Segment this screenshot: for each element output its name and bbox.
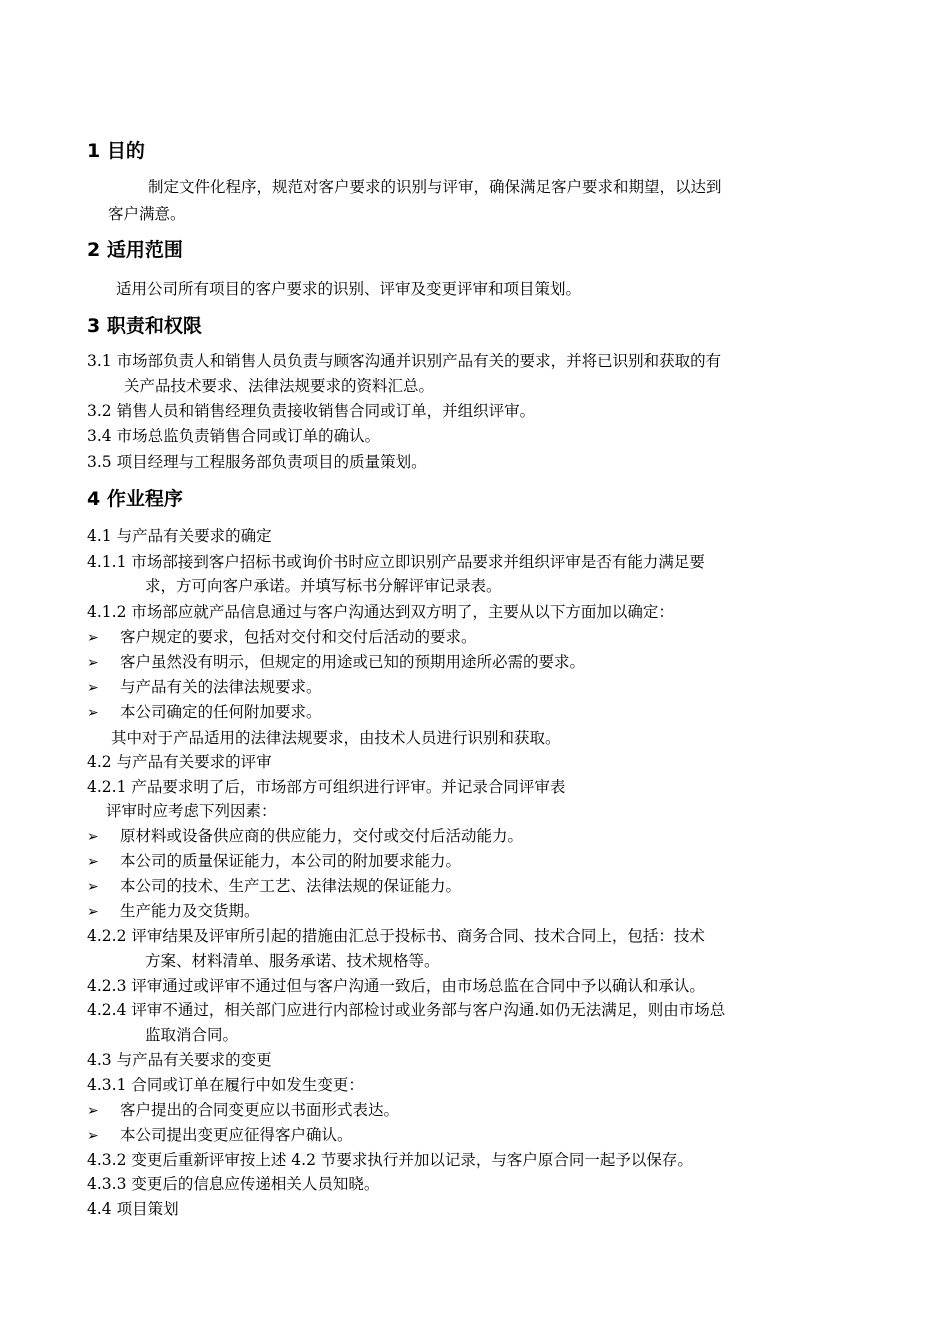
- item-4-4: 4.4 项目策划: [87, 1200, 179, 1218]
- list-item-text: 本公司的技术、生产工艺、法律法规的保证能力。: [120, 877, 462, 895]
- list-item: [87, 850, 461, 873]
- item-4-1-1-line-2: 求，方可向客户承诺。并填写标书分解评审记录表。: [145, 577, 502, 595]
- item-4-1-1-line-1: 4.1.1 市场部接到客户招标书或询价书时应立即识别产品要求并组织评审是否有能力满足要: [87, 553, 705, 571]
- section-1-heading: 1 目的: [87, 140, 145, 162]
- list-item-text: 本公司的质量保证能力，本公司的附加要求能力。: [120, 852, 462, 870]
- note-4-1-2: 其中对于产品适用的法律法规要求，由技术人员进行识别和获取。: [111, 729, 561, 747]
- arrow-bullet-icon: ➢: [87, 655, 99, 671]
- arrow-bullet-icon: ➢: [87, 904, 99, 920]
- section-1-paragraph-line-2: 客户满意。: [108, 205, 186, 223]
- item-4-2-2-line-2: 方案、材料清单、服务承诺、技术规格等。: [145, 952, 440, 970]
- item-3-1-line-1: 3.1 市场部负责人和销售人员负责与顾客沟通并识别产品有关的要求，并将已识别和获取的有: [87, 352, 722, 370]
- list-item: [87, 825, 523, 848]
- section-4-heading: 4 作业程序: [87, 488, 183, 510]
- list-item: [87, 875, 461, 898]
- list-item: [87, 900, 260, 923]
- list-item: [87, 676, 322, 699]
- list-item-text: 客户规定的要求，包括对交付和交付后活动的要求。: [120, 628, 477, 646]
- arrow-bullet-icon: ➢: [87, 630, 99, 646]
- list-item-text: 生产能力及交货期。: [120, 902, 260, 920]
- list-item-text: 本公司确定的任何附加要求。: [120, 703, 322, 721]
- section-3-heading: 3 职责和权限: [87, 315, 202, 337]
- arrow-bullet-icon: ➢: [87, 680, 99, 696]
- section-1-paragraph-line-1: 制定文件化程序，规范对客户要求的识别与评审，确保满足客户要求和期望，以达到: [148, 178, 722, 196]
- list-item: [87, 651, 585, 674]
- item-4-2-3: 4.2.3 评审通过或评审不通过但与客户沟通一致后，由市场总监在合同中予以确认和承认。: [87, 977, 705, 995]
- note-4-2-1: 评审时应考虑下列因素：: [106, 802, 277, 820]
- item-4-3-2: 4.3.2 变更后重新评审按上述 4.2 节要求执行并加以记录，与客户原合同一起予以保存。: [87, 1151, 693, 1169]
- item-4-2-4-line-1: 4.2.4 评审不通过，相关部门应进行内部检讨或业务部与客户沟通.如仍无法满足，则由市场总: [87, 1001, 726, 1019]
- item-3-4: 3.4 市场总监负责销售合同或订单的确认。: [87, 427, 381, 445]
- item-4-1: 4.1 与产品有关要求的确定: [87, 527, 272, 545]
- item-4-2-4-line-2: 监取消合同。: [145, 1026, 239, 1044]
- item-4-3: 4.3 与产品有关要求的变更: [87, 1051, 272, 1069]
- item-3-1-line-2: 关产品技术要求、法律法规要求的资料汇总。: [124, 377, 435, 395]
- arrow-bullet-icon: ➢: [87, 829, 99, 845]
- item-4-2-2-line-1: 4.2.2 评审结果及评审所引起的措施由汇总于投标书、商务合同、技术合同上，包括：技术: [87, 927, 705, 945]
- item-4-2: 4.2 与产品有关要求的评审: [87, 753, 272, 771]
- item-3-2: 3.2 销售人员和销售经理负责接收销售合同或订单，并组织评审。: [87, 402, 536, 420]
- list-item-text: 原材料或设备供应商的供应能力，交付或交付后活动能力。: [120, 827, 524, 845]
- list-item-text: 客户提出的合同变更应以书面形式表达。: [120, 1101, 400, 1119]
- list-item-text: 客户虽然没有明示，但规定的用途或已知的预期用途所必需的要求。: [120, 653, 586, 671]
- section-2-paragraph: 适用公司所有项目的客户要求的识别、评审及变更评审和项目策划。: [116, 280, 582, 298]
- arrow-bullet-icon: ➢: [87, 705, 99, 721]
- list-item: [87, 1124, 353, 1147]
- item-3-5: 3.5 项目经理与工程服务部负责项目的质量策划。: [87, 453, 427, 471]
- item-4-3-3: 4.3.3 变更后的信息应传递相关人员知晓。: [87, 1175, 380, 1193]
- list-item-text: 本公司提出变更应征得客户确认。: [120, 1126, 353, 1144]
- item-4-3-1: 4.3.1 合同或订单在履行中如发生变更：: [87, 1076, 364, 1094]
- list-item: [87, 626, 477, 649]
- section-2-heading: 2 适用范围: [87, 239, 183, 261]
- arrow-bullet-icon: ➢: [87, 1103, 99, 1119]
- item-4-1-2: 4.1.2 市场部应就产品信息通过与客户沟通达到双方明了，主要从以下方面加以确定：: [87, 603, 674, 621]
- list-item: [87, 1099, 399, 1122]
- item-4-2-1: 4.2.1 产品要求明了后，市场部方可组织进行评审。并记录合同评审表: [87, 778, 566, 796]
- list-item: [87, 701, 322, 724]
- arrow-bullet-icon: ➢: [87, 1128, 99, 1144]
- arrow-bullet-icon: ➢: [87, 854, 99, 870]
- arrow-bullet-icon: ➢: [87, 879, 99, 895]
- list-item-text: 与产品有关的法律法规要求。: [120, 678, 322, 696]
